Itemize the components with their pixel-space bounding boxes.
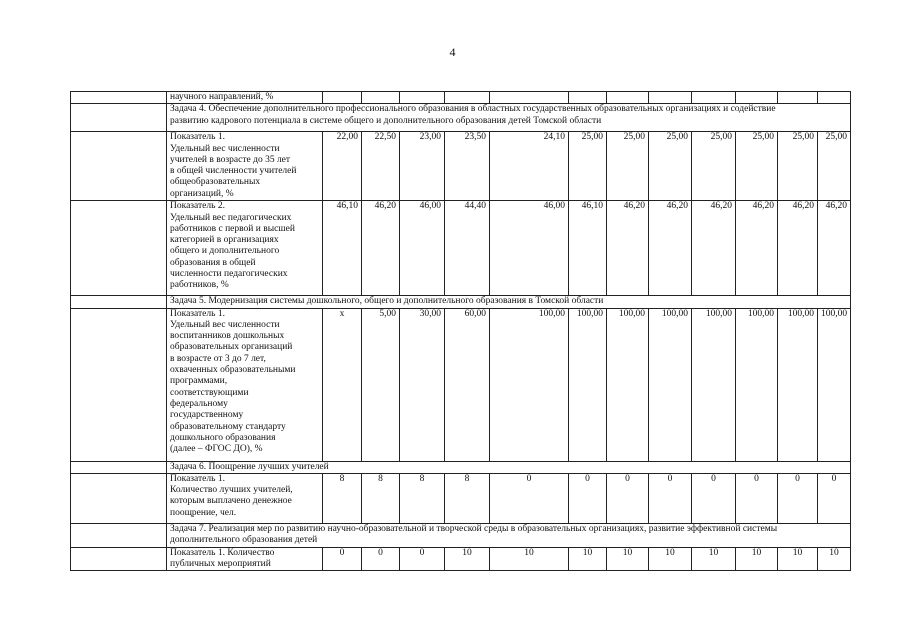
value-cell: 46,10 bbox=[569, 201, 607, 296]
value-cell: 10 bbox=[818, 547, 851, 571]
task-text-line: развитию кадрового потенциала в системе общего и дополнительного образования детей Томской области bbox=[170, 115, 602, 126]
value-cell: 25,00 bbox=[778, 132, 818, 201]
value-cell bbox=[778, 92, 818, 104]
indicator-label-cell bbox=[167, 308, 323, 461]
indicator-label-line: соответствующими bbox=[170, 387, 249, 398]
value-cell: 10 bbox=[490, 547, 569, 571]
indicator-label-line: образования в общей bbox=[170, 257, 256, 268]
indicator-label-cell bbox=[167, 473, 323, 523]
indicator-label-line: Удельный вес численности bbox=[170, 319, 280, 330]
task-text-line: Задача 7. Реализация мер по развитию научно-образовательной и творческой среды в образовательных организациях, развитие эффективной системы bbox=[170, 523, 778, 534]
value-cell bbox=[569, 92, 607, 104]
indicator-label-line: образовательных организаций bbox=[170, 342, 293, 353]
value-cell: 0 bbox=[323, 547, 362, 571]
value-cell: 100,00 bbox=[649, 308, 692, 461]
value-cell: 100,00 bbox=[569, 308, 607, 461]
value-cell: 0 bbox=[736, 473, 778, 523]
value-cell bbox=[607, 92, 649, 104]
value-cell: 10 bbox=[607, 547, 649, 571]
value-cell: 25,00 bbox=[692, 132, 736, 201]
value-cell: 5,00 bbox=[362, 308, 400, 461]
value-cell: 8 bbox=[400, 473, 445, 523]
value-cell bbox=[692, 92, 736, 104]
task-row bbox=[71, 523, 851, 547]
indicator-label-line: в возрасте от 3 до 7 лет, bbox=[170, 353, 266, 364]
value-cell: 44,40 bbox=[445, 201, 490, 296]
indicators-table bbox=[70, 91, 851, 571]
value-cell bbox=[323, 92, 362, 104]
indicator-label-line: воспитанников дошкольных bbox=[170, 331, 285, 342]
value-cell: 25,00 bbox=[736, 132, 778, 201]
task-text-line: дополнительного образования детей bbox=[170, 535, 318, 546]
value-cell: 8 bbox=[445, 473, 490, 523]
value-cell: х bbox=[323, 308, 362, 461]
value-cell: 0 bbox=[490, 473, 569, 523]
value-cell: 100,00 bbox=[818, 308, 851, 461]
indicator-label-cell bbox=[167, 547, 323, 571]
value-cell: 46,20 bbox=[692, 201, 736, 296]
value-cell: 25,00 bbox=[649, 132, 692, 201]
value-cell: 46,20 bbox=[778, 201, 818, 296]
indicator-row bbox=[71, 201, 851, 296]
indicator-row bbox=[71, 547, 851, 571]
indicator-label-cell bbox=[167, 92, 323, 104]
value-cell: 0 bbox=[692, 473, 736, 523]
page-number: 4 bbox=[449, 45, 456, 59]
value-cell: 10 bbox=[445, 547, 490, 571]
value-cell: 25,00 bbox=[569, 132, 607, 201]
value-cell bbox=[400, 92, 445, 104]
task-text-line: Задача 4. Обеспечение дополнительного профессионального образования в областных государственных образовательных организациях и содействие bbox=[170, 104, 776, 115]
indicator-label-line: государственному bbox=[170, 410, 244, 421]
value-cell: 10 bbox=[736, 547, 778, 571]
value-cell: 10 bbox=[649, 547, 692, 571]
indicator-label-line: программами, bbox=[170, 376, 228, 387]
value-cell: 100,00 bbox=[692, 308, 736, 461]
indicator-label-line: в общей численности учителей bbox=[170, 166, 297, 177]
value-cell: 23,00 bbox=[400, 132, 445, 201]
value-cell: 60,00 bbox=[445, 308, 490, 461]
value-cell: 0 bbox=[818, 473, 851, 523]
indicator-row bbox=[71, 473, 851, 523]
task-cell bbox=[167, 523, 851, 547]
value-cell: 46,00 bbox=[400, 201, 445, 296]
empty-first-column-cell bbox=[71, 296, 167, 308]
task-cell bbox=[167, 104, 851, 132]
indicator-label-line: Показатель 1. Количество bbox=[170, 547, 275, 558]
value-cell: 46,20 bbox=[736, 201, 778, 296]
value-cell: 10 bbox=[778, 547, 818, 571]
value-cell: 100,00 bbox=[736, 308, 778, 461]
indicator-label-line: Удельный вес педагогических bbox=[170, 212, 292, 223]
table-body bbox=[71, 92, 851, 571]
value-cell bbox=[362, 92, 400, 104]
indicator-label-line: работников с первой и высшей bbox=[170, 223, 295, 234]
indicator-label-line: общеобразовательных bbox=[170, 177, 261, 188]
value-cell: 22,50 bbox=[362, 132, 400, 201]
indicator-label-line: работников, % bbox=[170, 280, 229, 291]
value-cell: 46,20 bbox=[818, 201, 851, 296]
empty-first-column-cell bbox=[71, 473, 167, 523]
indicator-label-line: дошкольного образования bbox=[170, 432, 276, 443]
value-cell: 25,00 bbox=[818, 132, 851, 201]
value-cell: 0 bbox=[362, 547, 400, 571]
task-cell bbox=[167, 296, 851, 308]
task-text-line: Задача 5. Модернизация системы дошкольного, общего и дополнительного образования в Томской области bbox=[170, 296, 604, 307]
indicator-label-line: публичных мероприятий bbox=[170, 559, 271, 570]
empty-first-column-cell bbox=[71, 523, 167, 547]
indicator-label-line: учителей в возрасте до 35 лет bbox=[170, 154, 291, 165]
empty-first-column-cell bbox=[71, 461, 167, 473]
indicator-label-line: организаций, % bbox=[170, 188, 234, 199]
value-cell: 0 bbox=[649, 473, 692, 523]
value-cell: 23,50 bbox=[445, 132, 490, 201]
empty-first-column-cell bbox=[71, 308, 167, 461]
indicator-row bbox=[71, 132, 851, 201]
indicator-label-cell bbox=[167, 132, 323, 201]
value-cell: 0 bbox=[569, 473, 607, 523]
indicator-label-line: Показатель 2. bbox=[170, 201, 225, 212]
value-cell: 10 bbox=[692, 547, 736, 571]
value-cell bbox=[736, 92, 778, 104]
value-cell: 24,10 bbox=[490, 132, 569, 201]
indicator-label-line: Показатель 1. bbox=[170, 473, 225, 484]
indicator-label-line: научного направлений, % bbox=[170, 92, 274, 102]
value-cell bbox=[490, 92, 569, 104]
value-cell: 100,00 bbox=[607, 308, 649, 461]
indicator-label-line: Количество лучших учителей, bbox=[170, 485, 293, 496]
value-cell: 8 bbox=[323, 473, 362, 523]
task-row bbox=[71, 296, 851, 308]
indicator-label-line: Показатель 1. bbox=[170, 132, 225, 143]
value-cell: 10 bbox=[569, 547, 607, 571]
indicator-row bbox=[71, 308, 851, 461]
empty-first-column-cell bbox=[71, 104, 167, 132]
indicator-label-line: численности педагогических bbox=[170, 269, 288, 280]
value-cell: 8 bbox=[362, 473, 400, 523]
value-cell: 46,10 bbox=[323, 201, 362, 296]
task-row bbox=[71, 461, 851, 473]
indicator-label-line: (далее – ФГОС ДО), % bbox=[170, 444, 263, 455]
value-cell: 25,00 bbox=[607, 132, 649, 201]
value-cell: 100,00 bbox=[490, 308, 569, 461]
indicator-label-cell bbox=[167, 201, 323, 296]
empty-first-column-cell bbox=[71, 547, 167, 571]
value-cell: 22,00 bbox=[323, 132, 362, 201]
value-cell: 46,20 bbox=[649, 201, 692, 296]
value-cell: 0 bbox=[400, 547, 445, 571]
task-row bbox=[71, 104, 851, 132]
value-cell: 30,00 bbox=[400, 308, 445, 461]
indicator-row bbox=[71, 92, 851, 104]
indicator-label-line: категорией в организациях bbox=[170, 235, 279, 246]
indicator-label-line: федеральному bbox=[170, 398, 228, 409]
indicator-label-line: охваченных образовательными bbox=[170, 365, 296, 376]
value-cell: 0 bbox=[607, 473, 649, 523]
empty-first-column-cell bbox=[71, 92, 167, 104]
value-cell: 46,00 bbox=[490, 201, 569, 296]
value-cell bbox=[818, 92, 851, 104]
indicator-label-line: образовательному стандарту bbox=[170, 421, 286, 432]
indicator-label-line: Удельный вес численности bbox=[170, 143, 280, 154]
value-cell: 46,20 bbox=[607, 201, 649, 296]
indicator-label-line: общего и дополнительного bbox=[170, 246, 280, 257]
value-cell: 100,00 bbox=[778, 308, 818, 461]
value-cell bbox=[649, 92, 692, 104]
value-cell: 46,20 bbox=[362, 201, 400, 296]
empty-first-column-cell bbox=[71, 201, 167, 296]
indicator-label-line: поощрение, чел. bbox=[170, 507, 237, 518]
indicator-label-line: которым выплачено денежное bbox=[170, 496, 292, 507]
task-text-line: Задача 6. Поощрение лучших учителей bbox=[170, 461, 329, 472]
empty-first-column-cell bbox=[71, 132, 167, 201]
value-cell: 0 bbox=[778, 473, 818, 523]
value-cell bbox=[445, 92, 490, 104]
task-cell bbox=[167, 461, 851, 473]
indicator-label-line: Показатель 1. bbox=[170, 308, 225, 319]
